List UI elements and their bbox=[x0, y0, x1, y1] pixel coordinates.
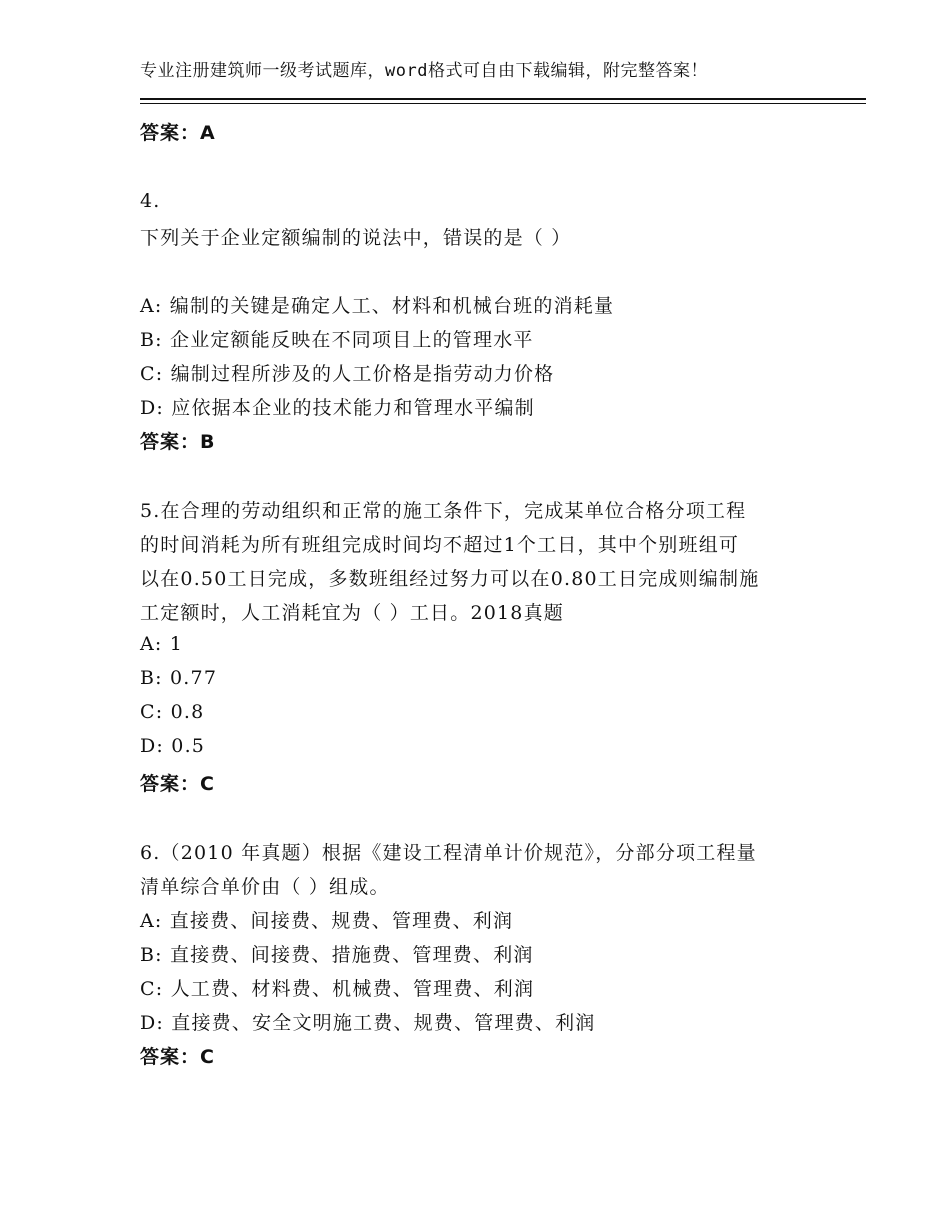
question-4-option-d: D: 应依据本企业的技术能力和管理水平编制 bbox=[140, 397, 535, 419]
answer-q6: 答案：C bbox=[140, 1046, 215, 1068]
question-6-stem-line-2: 清单综合单价由（ ）组成。 bbox=[140, 876, 390, 898]
question-5-stem-line-3: 以在0.50工日完成，多数班组经过努力可以在0.80工日完成则编制施 bbox=[140, 568, 760, 590]
question-6-option-a: A: 直接费、间接费、规费、管理费、利润 bbox=[140, 910, 514, 932]
page-header: 专业注册建筑师一级考试题库，word格式可自由下载编辑，附完整答案！ bbox=[140, 61, 708, 81]
question-5-option-d: D: 0.5 bbox=[140, 735, 206, 757]
question-4-option-b: B: 企业定额能反映在不同项目上的管理水平 bbox=[140, 329, 534, 351]
answer-q5: 答案：C bbox=[140, 773, 215, 795]
question-4-option-c: C: 编制过程所涉及的人工价格是指劳动力价格 bbox=[140, 363, 555, 385]
question-6-stem-line-1: 6.（2010 年真题）根据《建设工程清单计价规范》，分部分项工程量 bbox=[140, 842, 757, 864]
question-5-option-c: C: 0.8 bbox=[140, 701, 205, 723]
header-divider-thick bbox=[140, 98, 866, 100]
answer-q4: 答案：B bbox=[140, 431, 216, 453]
answer-q3: 答案：A bbox=[140, 122, 216, 144]
question-4-number: 4. bbox=[140, 190, 161, 212]
question-4-stem: 下列关于企业定额编制的说法中，错误的是（ ） bbox=[140, 227, 572, 249]
question-6-option-d: D: 直接费、安全文明施工费、规费、管理费、利润 bbox=[140, 1012, 596, 1034]
question-5-stem-line-1: 5.在合理的劳动组织和正常的施工条件下，完成某单位合格分项工程 bbox=[140, 500, 747, 522]
question-4-option-a: A: 编制的关键是确定人工、材料和机械台班的消耗量 bbox=[140, 295, 615, 317]
question-5-option-b: B: 0.77 bbox=[140, 667, 218, 689]
question-5-stem-line-2: 的时间消耗为所有班组完成时间均不超过1个工日，其中个别班组可 bbox=[140, 534, 740, 556]
header-divider-thin bbox=[140, 103, 866, 104]
question-6-option-c: C: 人工费、材料费、机械费、管理费、利润 bbox=[140, 978, 535, 1000]
question-5-stem-line-4: 工定额时，人工消耗宜为（ ）工日。2018真题 bbox=[140, 602, 564, 624]
question-5-option-a: A: 1 bbox=[140, 633, 184, 655]
question-6-option-b: B: 直接费、间接费、措施费、管理费、利润 bbox=[140, 944, 534, 966]
